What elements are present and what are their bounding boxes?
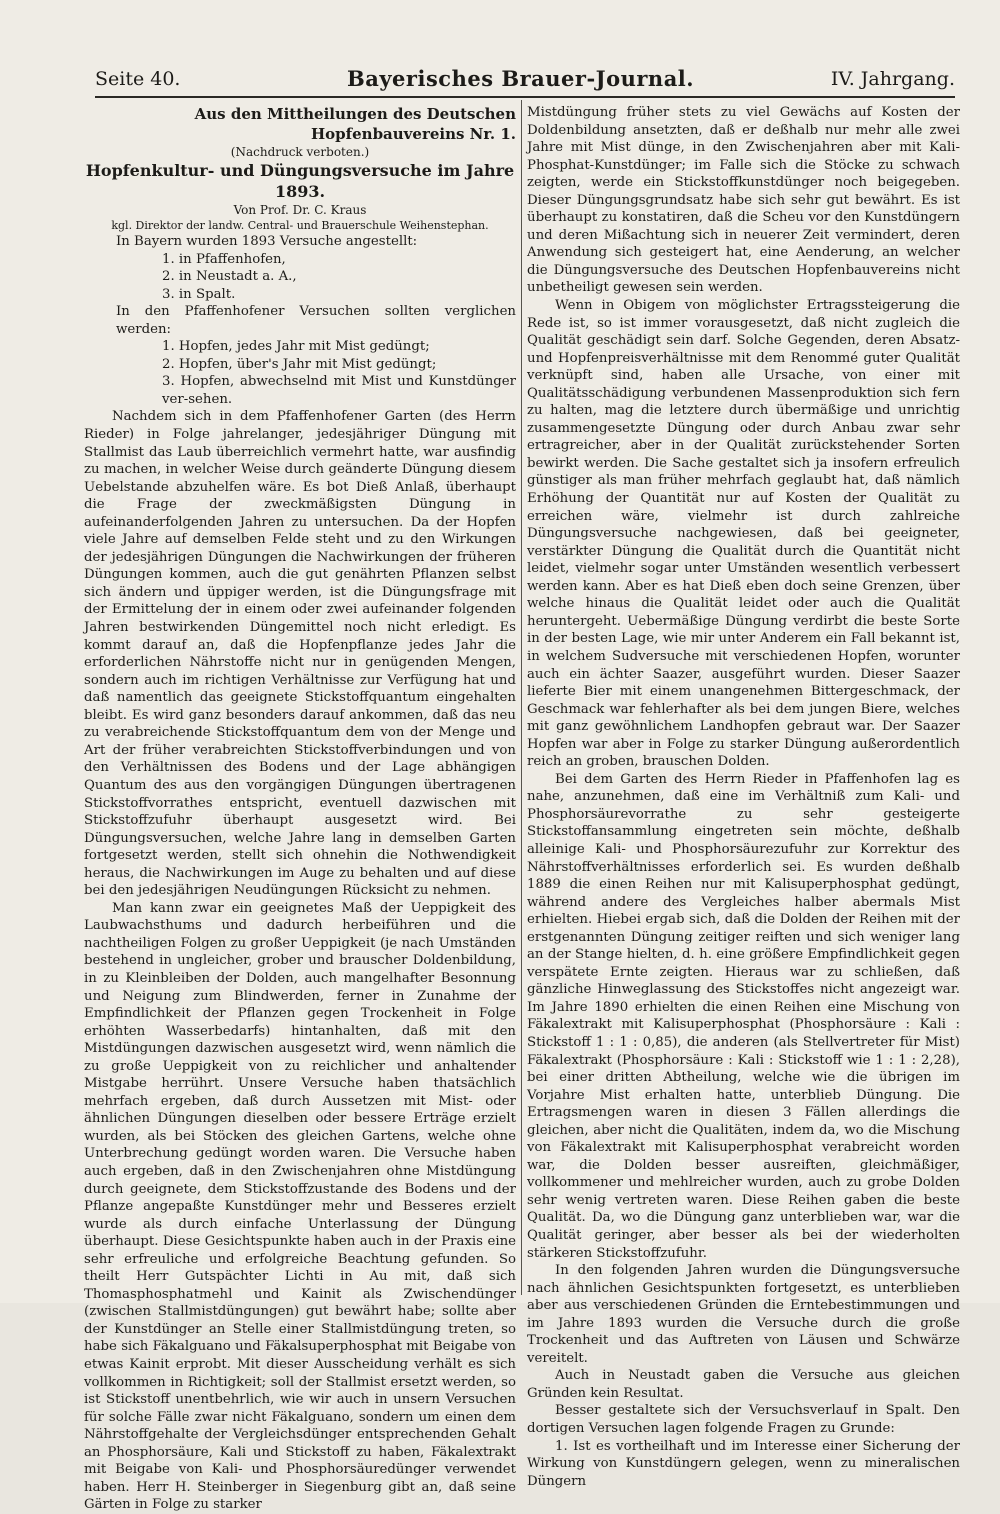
volume-label: IV. Jahrgang. [830, 68, 955, 90]
variant-item: 2. Hopfen, über's Jahr mit Mist gedüngt; [162, 356, 437, 372]
body-paragraph: Besser gestaltete sich der Versuchsverlauf in Spalt. Den dortigen Versuchen lagen folgende Fragen zu Grunde: [527, 1403, 960, 1437]
byline: Von Prof. Dr. C. Kraus [233, 203, 367, 217]
variant-item: 3. Hopfen, abwechselnd mit Mist und Kunstdünger ver-sehen. [162, 374, 516, 407]
author-affiliation: kgl. Direktor der landw. Central- und Brauerschule Weihenstephan. [111, 219, 489, 232]
question-item: 1. Ist es vortheilhaft und im Interesse einer Sicherung der Wirkung von Kunstdüngern gelegen, wenn zu mineralischen Düngern [527, 1438, 960, 1489]
left-column [84, 104, 516, 1513]
page-header [95, 62, 955, 98]
body-paragraph: Mistdüngung früher stets zu viel Gewächs auf Kosten der Doldenbildung ansetzten, daß er deßhalb nur mehr alle zwei Jahre mit Mist dünge, in den Zwischenjahren aber mit Kali-Phosphat-Kunstdünger; im Falle sich die Stöcke zu schwach zeigten, werde ein Stickstoffkunstdünger noch beigegeben. Dieser Düngungsgrundsatz habe sich sehr gut bewährt. Es ist überhaupt zu konstatiren, daß die Scheu vor den Kunstdüngern und deren Mißachtung sich in neuerer Zeit vermindert, deren Anwendung sich gesteigert hat, eine Aenderung, an welcher die Düngungsversuche des Deutschen Hopfenbauvereins nicht unbetheiligt gewesen sein werden. [527, 105, 960, 296]
column-divider [521, 100, 522, 1295]
body-paragraph: Nachdem sich in dem Pfaffenhofener Garten (des Herrn Rieder) in Folge jahrelanger, jedesjähriger Düngung mit Stallmist das Laub überreichlich vermehrt hatte, war ausfindig zu machen, in welcher Weise durch geänderte Düngung diesem Uebelstande abzuhelfen wäre. Es bot Dieß Anlaß, überhaupt die Frage der zweckmäßigsten Düngung in aufeinanderfolgenden Jahren zu untersuchen. Da der Hopfen viele Jahre auf demselben Felde steht und zu den Wirkungen der jedesjährigen Düngungen die Nachwirkungen der früheren Düngungen kommen, auch die gut genährten Pflanzen selbst sich ändern und üppiger werden, ist die Düngungsfrage mit der Ermittelung der in einem oder zwei aufeinander folgenden Jahren bestwirkenden Düngemittel noch nicht erledigt. Es kommt darauf an, daß die Hopfenpflanze jedes Jahr die erforderlichen Nährstoffe nicht nur in genügenden Mengen, sondern auch im richtigen Verhältnisse zur Verfügung hat und daß namentlich das geeignete Stickstoffquantum eingehalten bleibt. Es wird ganz besonders darauf ankommen, daß das neu zu verabreichende Stickstoffquantum dem von der Menge und Art der früher verabreichten Stickstoffverbindungen und von den Verhältnissen des Bodens und der Lage abhängigen Quantum des aus den vorgängigen Düngungen übertragenen Stickstoffvorrathes entspricht, eventuell dazwischen mit Stickstoffzufuhr überhaupt ausgesetzt wird. Bei Düngungsversuchen, welche Jahre lang in demselben Garten fortgesetzt werden, stellt sich ohnehin die Nothwendigkeit heraus, die Nachwirkungen im Auge zu behalten und auf diese bei den jedesjährigen Neudüngungen Rücksicht zu nehmen. [84, 409, 516, 899]
place-item: 3. in Spalt. [162, 286, 236, 302]
compare-intro: In den Pfaffenhofener Versuchen sollten verglichen werden: [116, 304, 516, 337]
page-number: Seite 40. [95, 68, 181, 90]
section-heading: Aus den Mittheilungen des Deutschen Hopfenbauvereins Nr. 1. [194, 105, 516, 143]
place-item: 1. in Pfaffenhofen, [162, 251, 286, 267]
variant-item: 1. Hopfen, jedes Jahr mit Mist gedüngt; [162, 339, 430, 355]
body-paragraph: Auch in Neustadt gaben die Versuche aus gleichen Gründen kein Resultat. [527, 1368, 960, 1401]
article-title: Hopfenkultur- und Düngungsversuche im Jahre 1893. [85, 161, 515, 201]
reprint-notice: (Nachdruck verboten.) [230, 145, 370, 159]
body-paragraph: Wenn in Obigem von möglichster Ertragssteigerung die Rede ist, so ist immer vorausgesetzt, daß nicht zugleich die Qualität geschädigt sein darf. Solche Gegenden, deren Absatz- und Hopfenpreisverhältnisse mit dem Renommé guter Qualität verknüpft sind, haben alle Ursache, von einer mit Qualitätsschädigung verbundenen Massenproduktion sich fern zu halten, mag die letztere durch übermäßige und unrichtig zusammengesetzte Düngung oder durch Anbau zwar sehr ertragreicher, aber in der Qualität zurückstehender Sorten bewirkt werden. Die Sache gestaltet sich ja insofern erfreulich günstiger als man früher mehrfach geglaubt hat, daß nämlich Erhöhung der Quantität nur auf Kosten der Qualität zu erreichen wäre, vielmehr ist durch zahlreiche Düngungsversuche nachgewiesen, daß bei geeigneter, verstärkter Düngung die Qualität durch die Quantität nicht leidet, vielmehr sogar unter Umständen wesentlich verbessert werden kann. Aber es hat Dieß eben doch seine Grenzen, über welche hinaus die Qualität leidet oder auch die Qualität heruntergeht. Uebermäßige Düngung verdirbt die beste Sorte in der besten Lage, wie mir unter Anderem ein Fall bekannt ist, in welchem Sudversuche mit verschiedenen Hopfen, worunter auch ein ächter Saazer, ausgeführt wurden. Dieser Saazer lieferte Bier mit einem unangenehmen Bittergeschmack, der Geschmack war fehlerhafter als bei dem jungen Biere, welches mit ganz gewöhnlichem Landhopfen gebraut war. Der Saazer Hopfen war aber in Folge zu starker Düngung außerordentlich reich an groben, brauschen Dolden. [527, 298, 960, 770]
journal-title: Bayerisches Brauer-Journal. [347, 66, 695, 91]
place-item: 2. in Neustadt a. A., [162, 269, 297, 285]
body-paragraph: Man kann zwar ein geeignetes Maß der Ueppigkeit des Laubwachsthums und dadurch herbeiführen und die nachtheiligen Folgen zu großer Ueppigkeit (je nach Umständen bestehend in ungleicher, grober und brauscher Doldenbildung, in zu Kleinbleiben der Dolden, auch mangelhafter Besonnung und Neigung zum Blindwerden, ferner in Zunahme der Empfindlichkeit der Pflanzen gegen Trockenheit in Folge erhöhten Wasserbedarfs) hintanhalten, daß mit den Mistdüngungen dazwischen ausgesetzt wird, wenn nämlich die zu große Ueppigkeit von zu reichlicher und anhaltender Mistgabe herrührt. Unsere Versuche haben thatsächlich mehrfach ergeben, daß durch Aussetzen mit Mist- oder ähnlichen Düngungen dieselben oder bessere Erträge erzielt wurden, als bei Stöcken des gleichen Gartens, welche ohne Unterbrechung gedüngt worden waren. Die Versuche haben auch ergeben, daß in den Zwischenjahren ohne Mistdüngung durch geeignete, dem Stickstoffzustande des Bodens und der Pflanze angepaßte Kunstdünger mehr und Besseres erzielt wurde als durch einfache Unterlassung der Düngung überhaupt. Diese Gesichtspunkte haben auch in der Praxis eine sehr erfreuliche und erfolgreiche Beachtung gefunden. So theilt Herr Gutspächter Lichti in Au mit, daß sich Thomasphosphatmehl und Kainit als Zwischendünger (zwischen Stallmistdüngungen) gut bewährt habe; sollte aber der Kunstdünger an Stelle einer Stallmistdüngung treten, so habe sich Fäkalguano und Fäkalsuperphosphat mit Beigabe von etwas Kainit erprobt. Mit dieser Ausscheidung verhält es sich vollkommen in Richtigkeit; soll der Stallmist ersetzt werden, so ist Stickstoff unentbehrlich, wie wir auch in unsern Versuchen für solche Fälle zwar nicht Fäkalguano, sondern um einen dem Nährstoffgehalte der Vergleichsdünger entsprechenden Gehalt an Phosphorsäure, Kali und Stickstoff zu haben, Fäkalextrakt mit Beigabe von Kali- und Phosphorsäuredünger verwendet haben. Herr H. Steinberger in Siegenburg gibt an, daß seine Gärten in Folge zu starker [84, 900, 516, 1513]
body-paragraph: In den folgenden Jahren wurden die Düngungsversuche nach ähnlichen Gesichtspunkten fortgesetzt, es unterblieben aber aus verschiedenen Gründen die Erntebestimmungen und im Jahre 1893 wurden die Versuche durch die große Trockenheit und das Auftreten von Läusen und Schwärze vereitelt. [527, 1263, 960, 1366]
body-paragraph: Bei dem Garten des Herrn Rieder in Pfaffenhofen lag es nahe, anzunehmen, daß eine im Verhältniß zum Kali- und Phosphorsäurevorrathe zu sehr gesteigerte Stickstoffansammlung eingetreten sein möchte, deßhalb alleinige Kali- und Phosphorsäurezufuhr zur Korrektur des Nährstoffverhältnisses erforderlich sei. Es wurden deßhalb 1889 die einen Reihen nur mit Kalisuperphosphat gedüngt, während andere des Vergleiches halber abermals Mist erhielten. Hiebei ergab sich, daß die Dolden der Reihen mit der erstgenannten Düngung zeitiger reiften und sich weniger lang an der Stange hielten, d. h. eine größere Empfindlichkeit gegen verspätete Ernte zeigten. Hieraus war zu schließen, daß gänzliche Hinweglassung des Stickstoffes nicht angezeigt war. Im Jahre 1890 erhielten die einen Reihen eine Mischung von Fäkalextrakt mit Kalisuperphosphat (Phosphorsäure : Kali : Stickstoff 1 : 1 : 0,85), die anderen (als Stellvertreter für Mist) Fäkalextrakt (Phosphorsäure : Kali : Stickstoff wie 1 : 1 : 2,28), bei einer dritten Abtheilung, welche wie die übrigen im Vorjahre Mist erhalten hatte, unterblieb Düngung. Die Ertragsmengen waren in diesen 3 Fällen allerdings die gleichen, aber nicht die Qualitäten, indem da, wo die Mischung von Fäkalextrakt mit Kalisuperphosphat verabreicht worden war, die Dolden besser ausreiften, gleichmäßiger, vollkommener und mehlreicher wurden, auch zu grobe Dolden sehr wenig vertreten waren. Diese Reihen gaben die beste Qualität. Da, wo die Düngung ganz unterblieben war, war die Qualität geringer, aber besser als bei der wiederholten stärkeren Stickstoffzufuhr. [527, 771, 960, 1261]
right-column [527, 104, 960, 1489]
intro-line: In Bayern wurden 1893 Versuche angestellt: [116, 234, 418, 249]
